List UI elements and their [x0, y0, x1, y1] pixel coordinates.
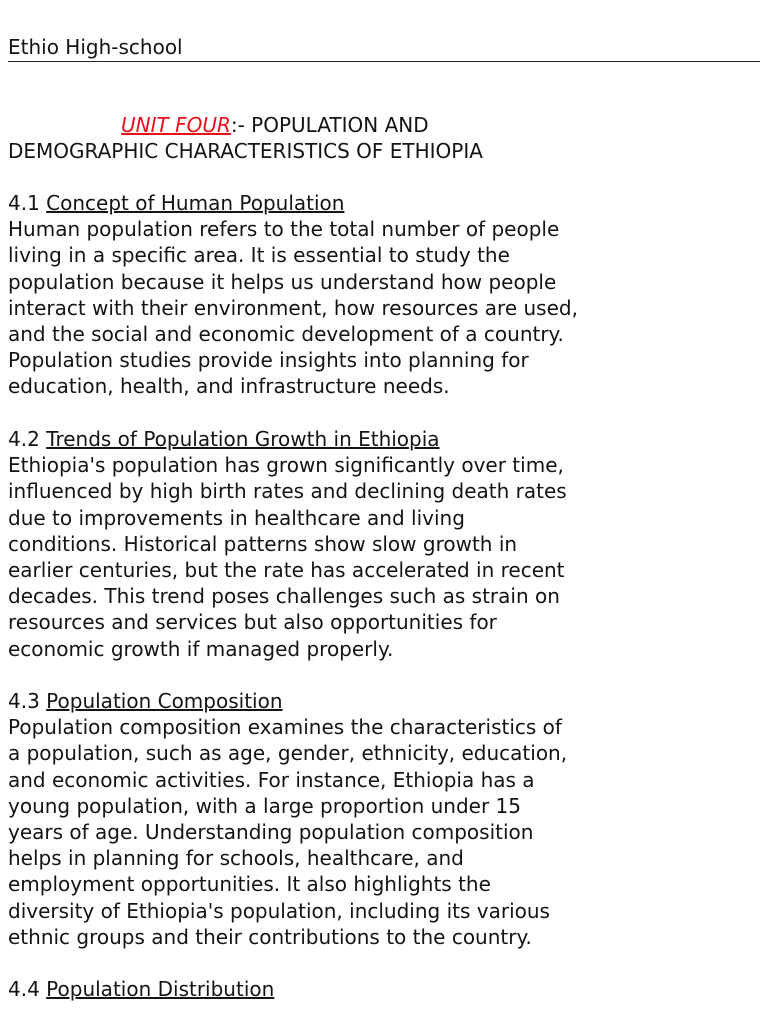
unit-title-line2: DEMOGRAPHIC CHARACTERISTICS OF ETHIOPIA	[8, 139, 483, 163]
section-4-1	[8, 190, 764, 400]
paragraph-line: employment opportunities. It also highlights the	[8, 872, 491, 897]
section-4-2	[8, 426, 764, 662]
section-title: Trends of Population Growth in Ethiopia	[46, 427, 440, 451]
paragraph-line: and the social and economic development of a country.	[8, 322, 564, 347]
section-heading	[8, 426, 764, 452]
paragraph-line: Population studies provide insights into planning for	[8, 348, 529, 373]
paragraph-line: conditions. Historical patterns show slow growth in	[8, 531, 518, 556]
section-4-3	[8, 688, 764, 950]
school-name: Ethio High-school	[8, 35, 183, 59]
page-header	[8, 34, 760, 62]
paragraph-line: living in a specific area. It is essential to study the	[8, 243, 510, 268]
paragraph-line: due to improvements in healthcare and living	[8, 505, 465, 530]
section-heading	[8, 688, 764, 714]
paragraph-line: population because it helps us understand how people	[8, 269, 557, 294]
unit-label: UNIT FOUR	[121, 113, 231, 137]
paragraph-line: economic growth if managed properly.	[8, 636, 394, 661]
section-heading	[8, 190, 764, 216]
section-4-4	[8, 976, 764, 1002]
paragraph-line: years of age. Understanding population composition	[8, 820, 534, 845]
paragraph-line: Ethiopia's population has grown significantly over time,	[8, 453, 564, 478]
paragraph-line: influenced by high birth rates and declining death rates	[8, 479, 567, 504]
section-title: Concept of Human Population	[46, 191, 345, 215]
section-title: Population Composition	[46, 689, 283, 713]
paragraph-line: decades. This trend poses challenges such as strain on	[8, 584, 560, 609]
paragraph-line: young population, with a large proportion under 15	[8, 793, 521, 818]
paragraph-line: earlier centuries, but the rate has accelerated in recent	[8, 558, 565, 583]
paragraph-line: Population composition examines the characteristics of	[8, 715, 562, 740]
unit-title-line1: :- POPULATION AND	[230, 113, 429, 137]
paragraph-line: Human population refers to the total number of people	[8, 217, 560, 242]
unit-title	[8, 112, 760, 164]
section-number: 4.1	[8, 191, 40, 215]
paragraph-line: diversity of Ethiopia's population, including its various	[8, 898, 550, 923]
paragraph-line: and economic activities. For instance, Ethiopia has a	[8, 767, 535, 792]
section-title: Population Distribution	[46, 977, 275, 1001]
paragraph-line: helps in planning for schools, healthcare, and	[8, 846, 464, 871]
paragraph-line: interact with their environment, how resources are used,	[8, 295, 578, 320]
paragraph-line: resources and services but also opportunities for	[8, 610, 497, 635]
section-number: 4.3	[8, 689, 40, 713]
section-number: 4.4	[8, 977, 40, 1001]
section-heading	[8, 976, 764, 1002]
paragraph-line: a population, such as age, gender, ethnicity, education,	[8, 741, 568, 766]
section-number: 4.2	[8, 427, 40, 451]
paragraph-line: education, health, and infrastructure needs.	[8, 374, 450, 399]
paragraph-line: ethnic groups and their contributions to the country.	[8, 924, 532, 949]
